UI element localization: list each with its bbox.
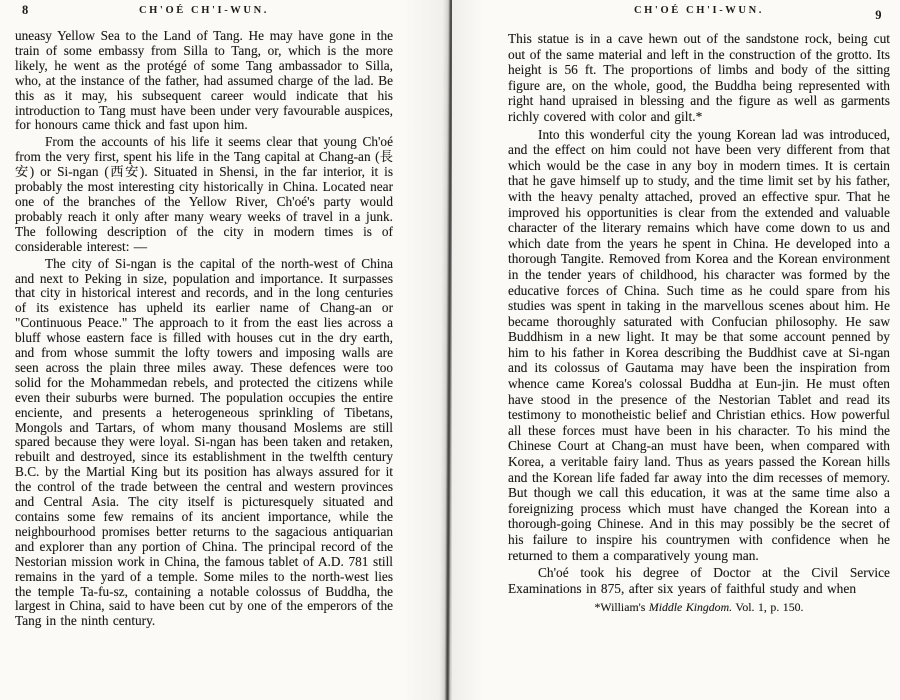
- page-number-right: 9: [875, 8, 882, 22]
- running-header-left: CH'OÉ CH'I-WUN.: [138, 5, 269, 16]
- page-number-left: 8: [22, 3, 29, 17]
- right-page-text: [508, 31, 890, 696]
- left-page-text: [15, 29, 393, 694]
- quotation-paragraph: The city of Si-ngan is the capital of the north-west of China and next to Peking in size, population and importance. It surpasses that city in historical interest and records, and in the long centuries of its existence has upheld its earlier name of Chang-an or "Continuous Peace." The approach to it from the east lies across a bluff whose eastern face is filled with houses cut in the dry earth, and from whose summit the lofty towers and imposing walls are seen across the plain three miles away. These defences were too solid for the Mohammedan rebels, and protected the citizens while even their suburbs were burned. The population occupies the entire enciente, and presents a heterogeneous sprinkling of Tibetans, Mongols and Tartars, of whom many thousand Moslems are still spared because they were loyal. Si-ngan has been taken and retaken, rebuilt and destroyed, since its establishment in the twelfth century B.C. by the Martial King but its position has always assured for it the control of the trade between the central and western provinces and Central Asia. The city itself is picturesquely situated and contains some few remains of its ancient importance, while the neighbourhood promises better returns to the sagacious antiquarian and explorer than any portion of China. The principal record of the Nestorian mission work in China, the famous tablet of A.D. 781 still remains in the yard of a temple. Some miles to the north-west lies the temple Ta-fu-sz, containing a notable colossus of Buddha, the largest in China, said to have been cut by one of the emperors of the Tang in the ninth century.: [15, 255, 393, 629]
- paragraph: This statue is in a cave hewn out of the sandstone rock, being cut out of the same material and left in the construction of the grotto. Its height is 56 ft. The proportions of limbs and body of the sitting figure are, on the whole, good, the Buddha being represented with right hand upraised in blessing and the figure as well as garments richly covered with color and gilt.*: [508, 31, 890, 124]
- footnote-title: Middle Kingdom.: [648, 600, 733, 615]
- footnote-prefix: *William's: [594, 600, 649, 615]
- paragraph: From the accounts of his life it seems clear that young Ch'oé from the very first, spent his life in the Tang capital at Chang-an (長安) or Si-ngan (西安). Situated in Shensi, in the far interior, it is probably the most interesting city historically in China. Located near one of the branches of the Yellow River, Ch'oé's party would probably reach it only after many weary weeks of travel in a junk. The following description of the city in modern times is of considerable interest: —: [15, 134, 393, 254]
- running-header-right: CH'OÉ CH'I-WUN.: [633, 5, 764, 16]
- footnote: [508, 600, 890, 614]
- footnote-suffix: Vol. 1, p. 150.: [732, 600, 804, 615]
- paragraph: Into this wonderful city the young Korean lad was introduced, and the effect on him could not have been very different from that which would be the case in any boy in modern times. It is certain that he gave himself up to study, and the time limit set by his father, with the heavy penalty attached, proved an effective spur. That he improved his opportunities is clear from the extended and valuable character of the literary remains which have come down to us and which date from the years he spent in China. He developed into a thorough Tangite. Removed from Korea and the Korean environment in the tender years of childhood, his character was formed by the educative forces of China. Such time as he could spare from his studies was spent in taking in the marvellous scenes about him. He became thoroughly saturated with Confucian philosophy. He saw Buddhism in a new light. It may be that some account penned by him to his father in Korea describing the Buddhist cave at Si-ngan and its colossus of Gautama may have been the inspiration from whence came Korea's colossal Buddha at Eun-jin. He must often have stood in the presence of the Nestorian Tablet and read its testimony to monotheistic belief and Christian ethics. How powerful all these forces must have been in his character. To his mind the Chinese Court at Chang-an must have been, when compared with Korea, a veritable fairy land. Thus as years passed the Korean hills and the Korean life faded far away into the dim recesses of memory. But though we call this education, it was at the same time also a foreignizing process which must have changed the Korean into a thorough-going Chinese. And in this may possibly be the secret of his failure to inspire his countrymen with confidence when he returned to them a comparatively young man.: [508, 126, 890, 563]
- paragraph: uneasy Yellow Sea to the Land of Tang. He may have gone in the train of some embassy from Silla to Tang, or, which is the more likely, he went as the protégé of some Tang ambassador to Silla, who, at the instance of the father, had assumed charge of the lad. Be this as it may, his subsequent career would indicate that his introduction to Tang must have been under very favourable auspices, for honours came thick and fast upon him.: [15, 29, 393, 133]
- left-page: [0, 0, 448, 700]
- paragraph: Ch'oé took his degree of Doctor at the Civil Service Examinations in 875, after six years of faithful study and when: [508, 565, 890, 596]
- right-page: [452, 0, 900, 700]
